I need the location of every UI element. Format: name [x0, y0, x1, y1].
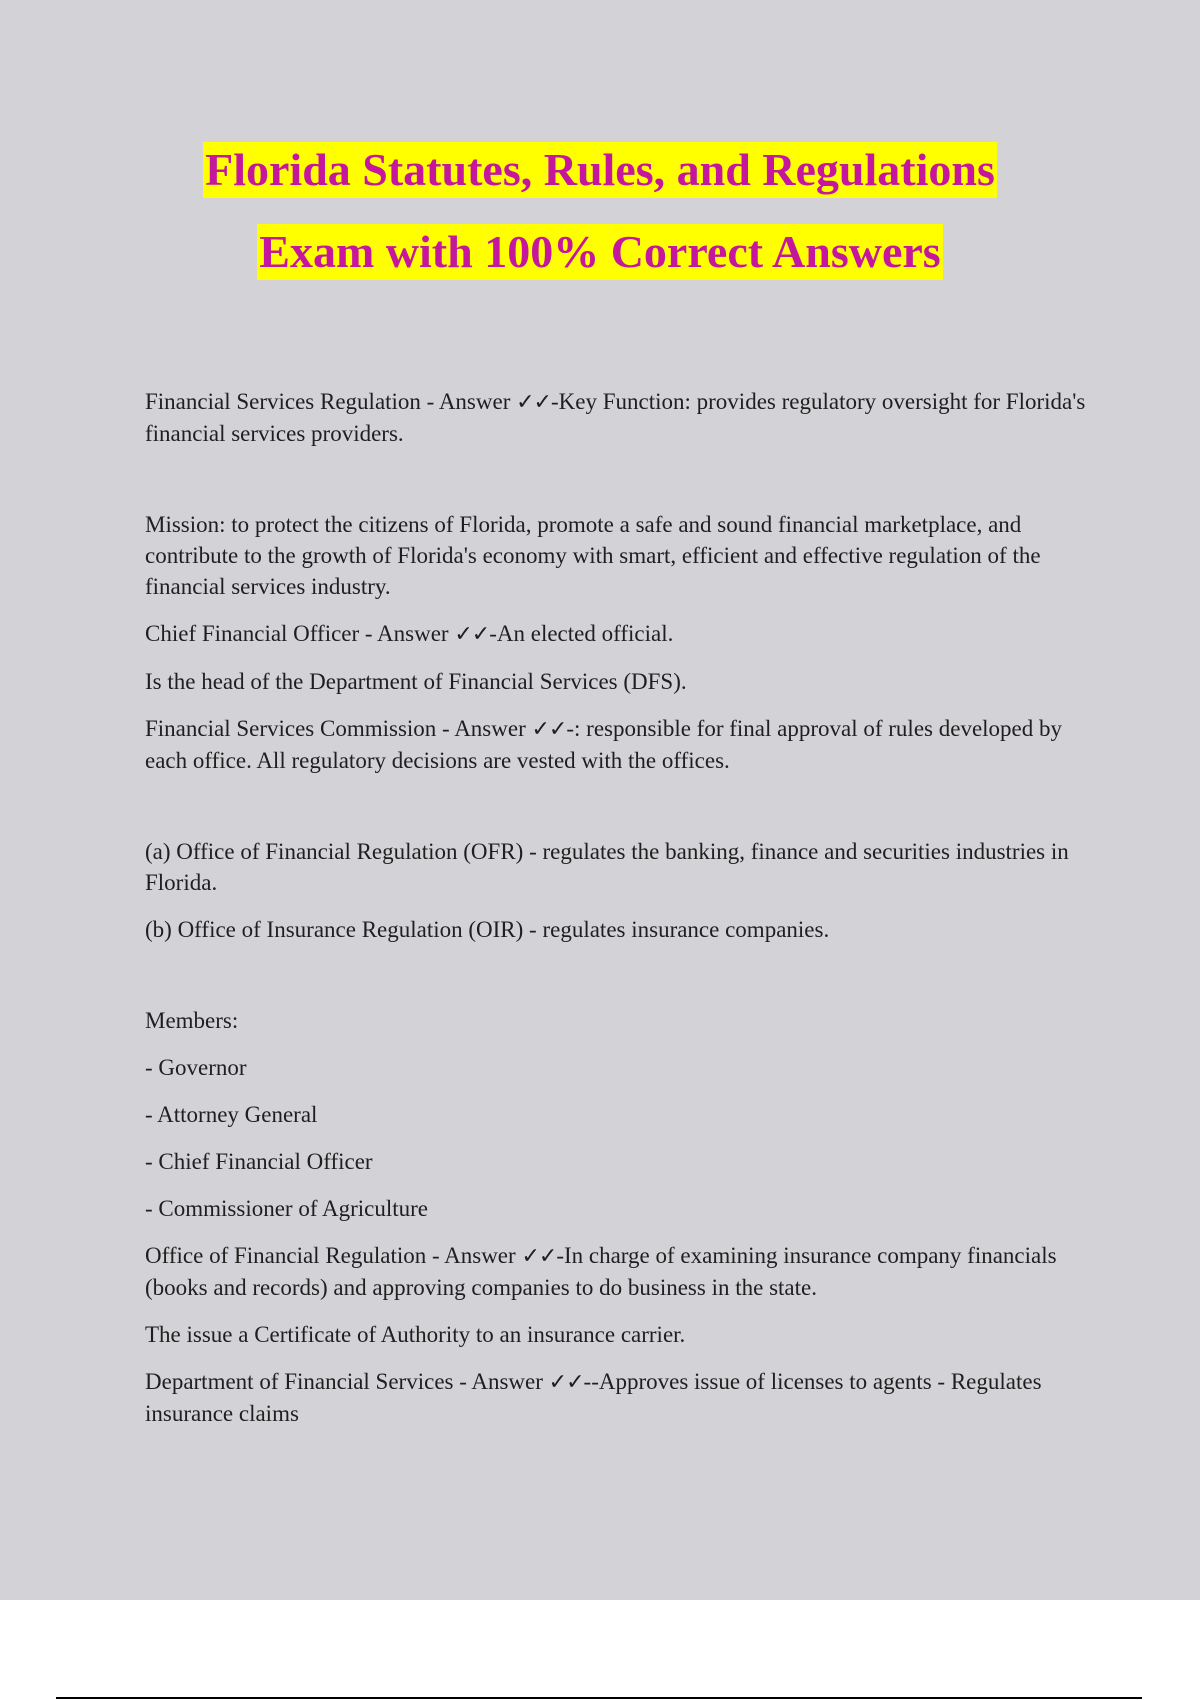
certificate-note: The issue a Certificate of Authority to an insurance carrier.	[145, 1322, 686, 1347]
title-line-1: Florida Statutes, Rules, and Regulations	[203, 142, 997, 198]
qa-entry-department-of-financial-services	[145, 1366, 1095, 1429]
entry-term: Financial Services Regulation - Answer	[145, 389, 517, 414]
qa-entry-financial-services-regulation	[145, 386, 1095, 449]
office-item-oir: (b) Office of Insurance Regulation (OIR) - regulates insurance companies.	[145, 917, 830, 942]
entry-term: Department of Financial Services - Answer	[145, 1369, 549, 1394]
entry-answer: --Approves issue of licenses to agents - Regulates insurance claims	[145, 1369, 1042, 1426]
qa-entry-financial-services-commission	[145, 713, 1095, 776]
member-item-attorney-general: - Attorney General	[145, 1102, 318, 1127]
check-mark-icon: ✓✓	[548, 1370, 584, 1395]
cfo-note: Is the head of the Department of Financial Services (DFS).	[145, 669, 687, 694]
mission-paragraph: Mission: to protect the citizens of Florida, promote a safe and sound financial marketplace, and contribute to the growth of Florida's economy with smart, efficient and effective regulation of the financial services industry.	[145, 512, 1041, 599]
footer-divider	[56, 1697, 1142, 1699]
title-line-2: Exam with 100% Correct Answers	[257, 224, 942, 280]
entry-answer: -In charge of examining insurance company financials (books and records) and approving companies to do business in the state.	[145, 1243, 1057, 1300]
member-item-commissioner: - Commissioner of Agriculture	[145, 1196, 428, 1221]
document-body	[145, 386, 1095, 1445]
entry-term: Office of Financial Regulation - Answer	[145, 1243, 522, 1268]
spacer	[145, 465, 1095, 509]
office-item-ofr: (a) Office of Financial Regulation (OFR) - regulates the banking, finance and securities industries in Florida.	[145, 839, 1069, 895]
spacer	[145, 961, 1095, 1005]
qa-entry-chief-financial-officer	[145, 618, 1095, 650]
entry-answer: -Key Function: provides regulatory oversight for Florida's financial services providers.	[145, 389, 1086, 446]
check-mark-icon: ✓✓	[521, 1244, 557, 1269]
spacer	[145, 792, 1095, 836]
check-mark-icon: ✓✓	[454, 622, 490, 647]
document-title	[0, 142, 1200, 306]
entry-term: Financial Services Commission - Answer	[145, 716, 532, 741]
qa-entry-office-of-financial-regulation	[145, 1240, 1095, 1303]
check-mark-icon: ✓✓	[516, 390, 551, 415]
members-heading: Members:	[145, 1008, 239, 1033]
entry-answer: -: responsible for final approval of rules developed by each office. All regulatory decisions are vested with the offices.	[145, 716, 1062, 773]
entry-term: Chief Financial Officer - Answer	[145, 621, 455, 646]
member-item-governor: - Governor	[145, 1055, 247, 1080]
entry-answer: -An elected official.	[489, 621, 674, 646]
check-mark-icon: ✓✓	[531, 717, 567, 742]
member-item-cfo: - Chief Financial Officer	[145, 1149, 373, 1174]
